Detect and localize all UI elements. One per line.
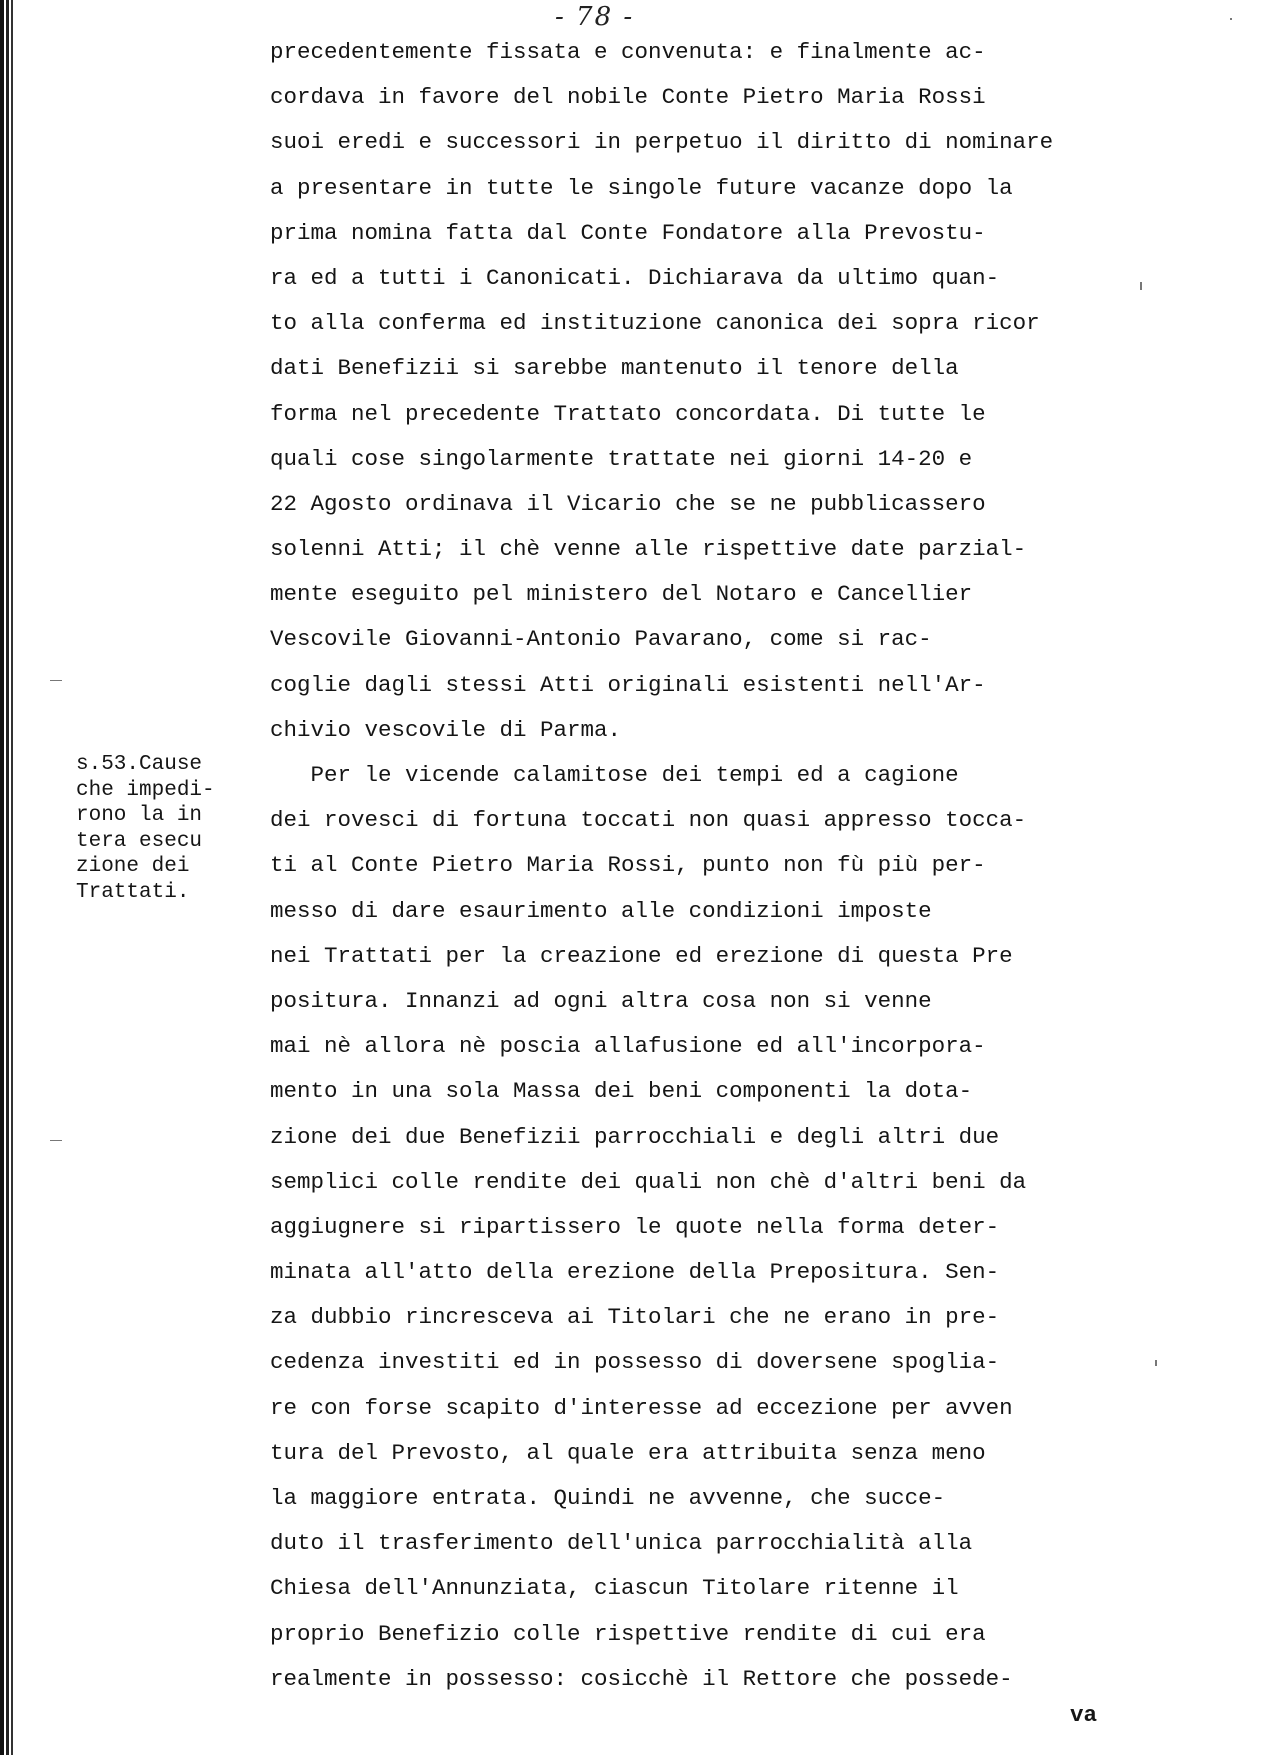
text-line: ra ed a tutti i Canonicati. Dichiarava da ultimo quan- <box>270 264 1000 291</box>
text-line: Chiesa dell'Annunziata, ciascun Titolare ritenne il <box>270 1575 959 1602</box>
text-line: precedentemente fissata e convenuta: e finalmente ac- <box>270 39 986 65</box>
body-text <box>270 30 1270 1702</box>
margin-note-line: rono la in <box>76 804 203 827</box>
text-line: proprio Benefizio colle rispettive rendite di cui era <box>270 1620 986 1647</box>
text-line: prima nomina fatta dal Conte Fondatore alla Prevostu- <box>270 219 986 246</box>
text-line: positura. Innanzi ad ogni altra cosa non si venne <box>270 987 932 1014</box>
text-line: Vescovile Giovanni-Antonio Pavarano, come si rac- <box>270 626 932 653</box>
text-line: Per le vicende calamitose dei tempi ed a cagione <box>270 762 959 788</box>
text-line: minata all'atto della erezione della Prepositura. Sen- <box>270 1259 1000 1286</box>
margin-note-line: Trattati. <box>76 880 190 904</box>
scan-speck <box>1140 282 1142 290</box>
text-line: ti al Conte Pietro Maria Rossi, punto non fù più per- <box>270 852 986 879</box>
margin-note-line: che impedi- <box>76 778 215 802</box>
text-line: mente eseguito pel ministero del Notaro e Cancellier <box>270 581 973 608</box>
text-line: nei Trattati per la creazione ed erezione di questa Pre <box>270 942 1013 969</box>
text-line: to alla conferma ed instituzione canonica dei sopra ricor <box>270 310 1040 337</box>
catchword: va <box>1070 1702 1098 1728</box>
text-line: suoi eredi e successori in perpetuo il diritto di nominare <box>270 129 1054 156</box>
margin-note-line: zione dei <box>76 855 190 878</box>
text-line: forma nel precedente Trattato concordata. Di tutte le <box>270 400 986 427</box>
text-line: mai nè allora nè poscia allafusione ed all'incorpora- <box>270 1033 986 1060</box>
scan-speck <box>50 680 62 681</box>
text-line: duto il trasferimento dell'unica parrocchialità alla <box>270 1530 973 1557</box>
text-line: 22 Agosto ordinava il Vicario che se ne pubblicassero <box>270 490 986 517</box>
text-line: quali cose singolarmente trattate nei giorni 14-20 e <box>270 445 973 472</box>
binding-edge <box>0 0 26 1755</box>
text-line: tura del Prevosto, al quale era attribuita senza meno <box>270 1439 986 1466</box>
text-line: aggiugnere si ripartissero le quote nella forma deter- <box>270 1213 1000 1240</box>
text-line: mento in una sola Massa dei beni componenti la dota- <box>270 1078 973 1105</box>
page-number: - 78 - <box>555 2 635 32</box>
text-line: semplici colle rendite dei quali non chè d'altri beni da <box>270 1168 1027 1195</box>
text-line: re con forse scapito d'interesse ad eccezione per avven <box>270 1394 1013 1421</box>
text-line: a presentare in tutte le singole future vacanze dopo la <box>270 174 1013 201</box>
scan-speck <box>1230 18 1232 20</box>
text-line: coglie dagli stessi Atti originali esistenti nell'Ar- <box>270 671 986 698</box>
margin-note-line: tera esecu <box>76 829 203 853</box>
text-line: dati Benefizii si sarebbe mantenuto il tenore della <box>270 355 959 382</box>
text-line: dei rovesci di fortuna toccati non quasi appresso tocca- <box>270 807 1027 834</box>
scan-speck <box>1155 1360 1157 1366</box>
text-line: chivio vescovile di Parma. <box>270 716 622 743</box>
text-line: cedenza investiti ed in possesso di doversene spoglia- <box>270 1349 1000 1376</box>
margin-note-line: s.53.Cause <box>76 753 203 776</box>
margin-note <box>76 752 276 905</box>
text-line: realmente in possesso: cosicchè il Rettore che possede- <box>270 1665 1013 1692</box>
text-line: cordava in favore del nobile Conte Pietro Maria Rossi <box>270 84 986 111</box>
text-line: la maggiore entrata. Quindi ne avvenne, che succe- <box>270 1485 946 1511</box>
text-line: zione dei due Benefizii parrocchiali e degli altri due <box>270 1123 1000 1150</box>
scan-speck <box>50 1140 62 1141</box>
text-line: messo di dare esaurimento alle condizioni imposte <box>270 897 932 924</box>
text-line: za dubbio rincresceva ai Titolari che ne erano in pre- <box>270 1304 1000 1331</box>
text-line: solenni Atti; il chè venne alle rispettive date parzial- <box>270 536 1027 563</box>
